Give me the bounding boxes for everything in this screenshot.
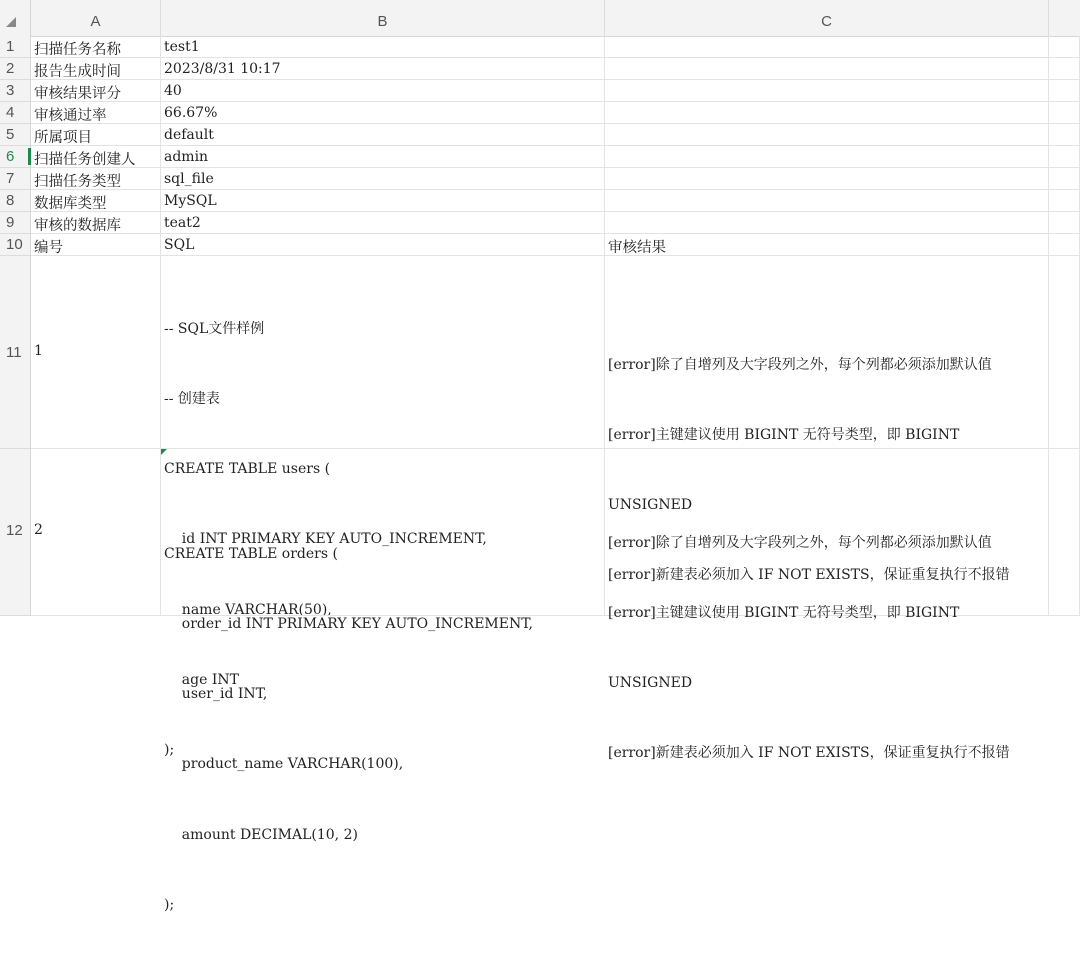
cell-c5[interactable]	[605, 124, 1049, 145]
meta-value: 40	[164, 83, 182, 99]
entry-id: 1	[34, 343, 43, 359]
row-header-7[interactable]: 7	[0, 168, 30, 190]
result-line: UNSIGNED	[608, 497, 693, 514]
sql-line: -- SQL文件样例	[164, 320, 265, 337]
result-line: UNSIGNED	[608, 675, 693, 692]
result-line: [error]除了自增列及大字段列之外，每个列都必须添加默认值	[608, 356, 992, 373]
row-header-3[interactable]: 3	[0, 80, 30, 102]
meta-value: sql_file	[164, 171, 214, 187]
column-header-c[interactable]: C	[605, 0, 1049, 36]
sql-line: order_id INT PRIMARY KEY AUTO_INCREMENT,	[164, 615, 533, 632]
cell-d1[interactable]	[1049, 36, 1080, 57]
result-line: [error]除了自增列及大字段列之外，每个列都必须添加默认值	[608, 534, 992, 551]
table-header-row	[31, 234, 1080, 256]
cell-a1[interactable]	[31, 36, 161, 57]
meta-label: 报告生成时间	[34, 64, 121, 80]
column-header-a[interactable]: A	[31, 0, 161, 36]
table-row	[31, 58, 1080, 80]
sql-line: -- 创建表	[164, 391, 220, 408]
row-header-2[interactable]: 2	[0, 58, 30, 80]
meta-label: 数据库类型	[34, 196, 107, 212]
sql-line: id INT PRIMARY KEY AUTO_INCREMENT,	[164, 531, 487, 548]
row-header-8[interactable]: 8	[0, 190, 30, 212]
cell-a10[interactable]	[31, 234, 161, 255]
sql-text	[164, 449, 533, 964]
result-text	[608, 485, 1010, 813]
result-line: [error]新建表必须加入 IF NOT EXISTS，保证重复执行不报错	[608, 567, 1010, 584]
column-header-bar	[0, 0, 1080, 37]
cell-a4[interactable]	[31, 102, 161, 123]
cell-b10[interactable]	[161, 234, 605, 255]
cell-c1[interactable]	[605, 36, 1049, 57]
meta-value: admin	[164, 149, 209, 165]
cell-a7[interactable]	[31, 168, 161, 189]
row-header-12[interactable]: 12	[0, 449, 30, 616]
cell-c8[interactable]	[605, 190, 1049, 211]
sql-line: age INT	[164, 671, 239, 688]
cell-b2[interactable]	[161, 58, 605, 79]
meta-label: 审核结果评分	[34, 86, 121, 102]
cell-grid	[31, 36, 1080, 913]
meta-label: 审核的数据库	[34, 218, 121, 234]
result-line: [error]主键建议使用 BIGINT 无符号类型，即 BIGINT	[608, 605, 960, 622]
meta-label: 审核通过率	[34, 108, 107, 124]
cell-c12[interactable]	[605, 449, 1049, 762]
meta-value: default	[164, 127, 214, 143]
cell-d11[interactable]	[1049, 256, 1080, 448]
row-header-11[interactable]: 11	[0, 256, 30, 449]
sql-line: user_id INT,	[164, 686, 268, 703]
cell-d6[interactable]	[1049, 146, 1080, 167]
cell-d3[interactable]	[1049, 80, 1080, 101]
cell-b5[interactable]	[161, 124, 605, 145]
sql-line: );	[164, 896, 175, 913]
row-header-bar	[0, 36, 31, 616]
cell-d4[interactable]	[1049, 102, 1080, 123]
cell-c2[interactable]	[605, 58, 1049, 79]
result-line: [error]主键建议使用 BIGINT 无符号类型，即 BIGINT	[608, 427, 960, 444]
cell-d12[interactable]	[1049, 449, 1080, 615]
cell-c3[interactable]	[605, 80, 1049, 101]
cell-c6[interactable]	[605, 146, 1049, 167]
cell-c11[interactable]	[605, 256, 1049, 584]
meta-label: 扫描任务名称	[34, 42, 121, 58]
meta-value: 2023/8/31 10:17	[164, 61, 281, 77]
row-header-5[interactable]: 5	[0, 124, 30, 146]
select-all-corner[interactable]	[0, 0, 31, 36]
cell-b1[interactable]	[161, 36, 605, 57]
row-header-9[interactable]: 9	[0, 212, 30, 234]
meta-value: 66.67%	[164, 105, 218, 121]
header-id: 编号	[34, 240, 63, 256]
header-sql: SQL	[164, 237, 195, 253]
cell-d8[interactable]	[1049, 190, 1080, 211]
header-result: 审核结果	[608, 240, 666, 256]
row-header-6[interactable]: 6	[0, 146, 30, 168]
cell-d10[interactable]	[1049, 234, 1080, 255]
row-header-10[interactable]: 10	[0, 234, 30, 256]
entry-id: 2	[34, 522, 43, 538]
sql-line: product_name VARCHAR(100),	[164, 756, 404, 773]
meta-value: teat2	[164, 215, 201, 231]
column-header-b[interactable]: B	[161, 0, 605, 36]
sql-line: CREATE TABLE orders (	[164, 545, 338, 562]
table-row	[31, 190, 1080, 212]
cell-b7[interactable]	[161, 168, 605, 189]
cell-a12[interactable]	[31, 449, 161, 615]
table-row	[31, 146, 1080, 168]
meta-label: 扫描任务创建人	[34, 152, 136, 168]
cell-c7[interactable]	[605, 168, 1049, 189]
cell-c4[interactable]	[605, 102, 1049, 123]
meta-value: test1	[164, 39, 200, 55]
cell-d5[interactable]	[1049, 124, 1080, 145]
cell-d2[interactable]	[1049, 58, 1080, 79]
sql-line: );	[164, 742, 175, 759]
result-line: [error]新建表必须加入 IF NOT EXISTS，保证重复执行不报错	[608, 745, 1010, 762]
table-row	[31, 102, 1080, 124]
cell-a3[interactable]	[31, 80, 161, 101]
meta-label: 扫描任务类型	[34, 174, 121, 190]
cell-d7[interactable]	[1049, 168, 1080, 189]
select-all-icon	[6, 17, 16, 27]
cell-a11[interactable]	[31, 256, 161, 448]
sql-line: CREATE TABLE users (	[164, 461, 331, 478]
cell-a2[interactable]	[31, 58, 161, 79]
cell-c9[interactable]	[605, 212, 1049, 233]
table-row	[31, 80, 1080, 102]
cell-c10[interactable]	[605, 234, 1049, 255]
cell-a8[interactable]	[31, 190, 161, 211]
meta-value: MySQL	[164, 193, 217, 209]
table-row	[31, 124, 1080, 146]
cell-b6[interactable]	[161, 146, 605, 167]
table-row	[31, 168, 1080, 190]
sql-line: amount DECIMAL(10, 2)	[164, 826, 358, 843]
table-row	[31, 36, 1080, 58]
row-header-4[interactable]: 4	[0, 102, 30, 124]
cell-a5[interactable]	[31, 124, 161, 145]
cell-a6[interactable]	[31, 146, 161, 167]
cell-b8[interactable]	[161, 190, 605, 211]
cell-d9[interactable]	[1049, 212, 1080, 233]
row-header-1[interactable]: 1	[0, 36, 30, 58]
meta-label: 所属项目	[34, 130, 92, 146]
sql-line: name VARCHAR(50),	[164, 601, 332, 618]
cell-b4[interactable]	[161, 102, 605, 123]
cell-a9[interactable]	[31, 212, 161, 233]
cell-b3[interactable]	[161, 80, 605, 101]
table-row	[31, 212, 1080, 234]
cell-b9[interactable]	[161, 212, 605, 233]
